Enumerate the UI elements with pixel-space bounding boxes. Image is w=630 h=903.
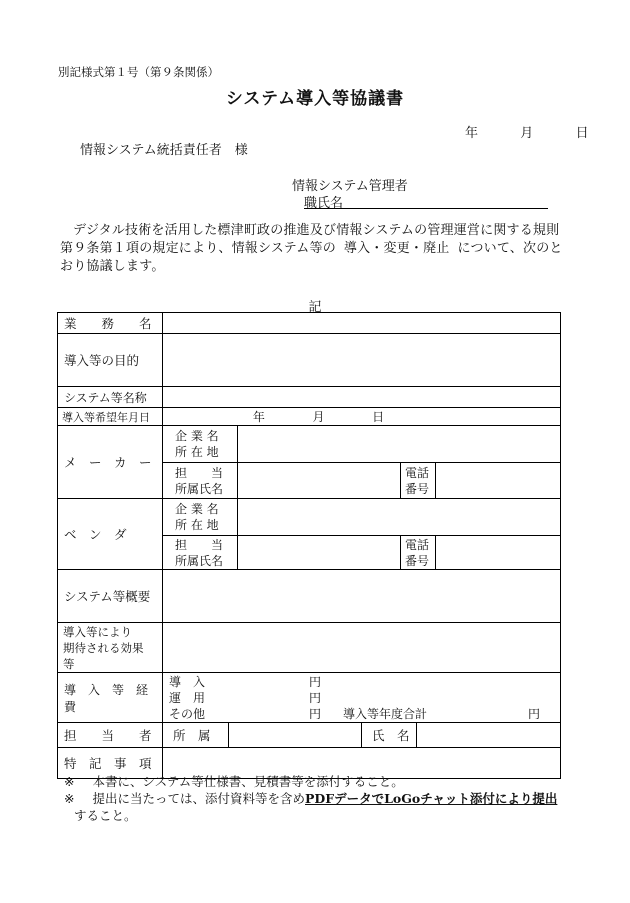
label-maker: メ ー カ ー <box>58 426 163 499</box>
label-vendor-tanto: 担 当 所属氏名 <box>163 536 238 570</box>
field-vendor-phone[interactable] <box>436 536 561 570</box>
field-maker-phone[interactable] <box>436 463 561 499</box>
label-effect: 導入等により 期待される効果等 <box>58 623 163 673</box>
document-title: システム導入等協議書 <box>225 89 405 109</box>
desired-month: 月 <box>312 410 325 424</box>
label-person: 担 当 者 <box>58 723 163 748</box>
label-vendor-phone: 電話 番号 <box>401 536 436 570</box>
note-2-cont: すること。 <box>74 808 137 823</box>
label-gyomu: 業 務 名 <box>58 313 163 334</box>
field-overview[interactable] <box>163 570 561 623</box>
note-1: ※ 本書に、システム等仕様書、見積書等を添付すること。 <box>64 774 404 789</box>
field-maker-company[interactable] <box>238 426 561 463</box>
body-paragraph <box>60 222 565 276</box>
body-choice: 導入・変更・廃止 <box>343 241 450 256</box>
label-cost: 導 入 等 経 費 <box>58 673 163 723</box>
addressee: 情報システム統括責任者 様 <box>80 143 248 158</box>
desired-year: 年 <box>252 410 265 424</box>
cost-intro-line: 導 入 円 <box>169 675 322 689</box>
field-dept[interactable] <box>229 723 362 747</box>
field-purpose[interactable] <box>163 334 561 387</box>
field-vendor-tanto[interactable] <box>238 536 401 570</box>
label-remarks: 特 記 事 項 <box>58 748 163 779</box>
date-line <box>465 122 589 141</box>
note-2: ※ 提出に当たっては、添付資料等を含めPDFデータでLoGoチャット添付により提出 <box>64 791 558 806</box>
label-maker-phone: 電話 番号 <box>401 463 436 499</box>
label-dept: 所 属 <box>163 723 229 747</box>
cost-ops-line: 運 用 円 <box>169 691 322 705</box>
field-system-name[interactable] <box>163 387 561 408</box>
field-shimei[interactable] <box>417 723 560 747</box>
person-row <box>163 723 561 748</box>
ki-heading: 記 <box>308 300 322 315</box>
body-text-1: デジタル技術を活用した標津町政の推進及び情報システムの管理運営に関する規則第９条第１項の規定により、情報システム等の <box>60 223 560 256</box>
date-year: 年 <box>465 126 479 141</box>
label-maker-tanto: 担 当 所属氏名 <box>163 463 238 499</box>
field-vendor-company[interactable] <box>238 499 561 536</box>
application-form-table <box>57 312 561 779</box>
name-label: 職氏名 <box>304 196 344 211</box>
notes <box>64 773 557 824</box>
field-maker-tanto[interactable] <box>238 463 401 499</box>
field-desired-date[interactable] <box>163 408 561 426</box>
field-cost[interactable] <box>163 673 561 723</box>
date-month: 月 <box>520 126 534 141</box>
label-purpose: 導入等の目的 <box>58 334 163 387</box>
label-overview: システム等概要 <box>58 570 163 623</box>
form-reference: 別記様式第１号（第９条関係） <box>58 65 219 79</box>
signature-line <box>304 208 548 209</box>
label-desired-date: 導入等希望年月日 <box>58 408 163 426</box>
label-shimei: 氏 名 <box>362 723 417 747</box>
label-vendor-company: 企 業 名 所 在 地 <box>163 499 238 536</box>
desired-day: 日 <box>372 410 385 424</box>
label-system-name: システム等名称 <box>58 387 163 408</box>
label-maker-company: 企 業 名 所 在 地 <box>163 426 238 463</box>
field-effect[interactable] <box>163 623 561 673</box>
cost-other-line: その他 円 導入等年度合計 円 <box>169 707 541 721</box>
body-text-2: について、次のとおり協議します。 <box>60 241 563 274</box>
date-day: 日 <box>575 126 589 141</box>
label-vendor: ベ ン ダ <box>58 499 163 570</box>
manager-label: 情報システム管理者 <box>292 179 408 194</box>
field-gyomu[interactable] <box>163 313 561 334</box>
